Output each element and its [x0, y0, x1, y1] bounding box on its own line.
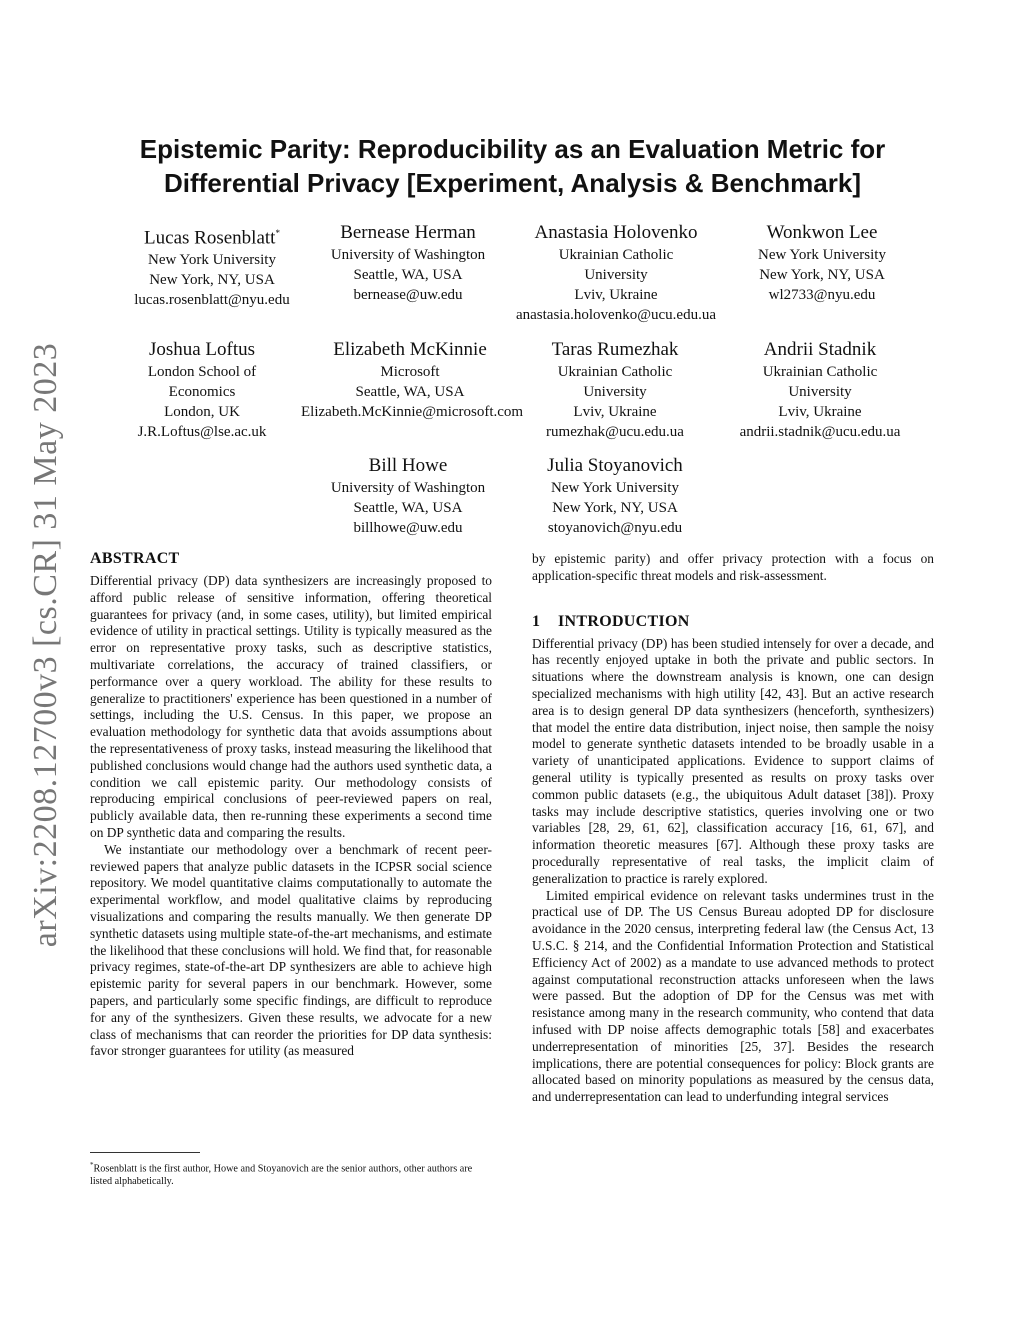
author-block	[112, 221, 312, 310]
author-name: Bill Howe	[368, 455, 448, 476]
author-email: bernease@uw.edu	[353, 287, 463, 303]
author-location: Lviv, Ukraine	[573, 404, 657, 420]
footnote-mark: *	[90, 1161, 94, 1169]
author-affiliation: Ukrainian Catholic	[762, 364, 878, 380]
author-block	[308, 454, 508, 538]
footnote	[90, 1159, 492, 1188]
section-title: INTRODUCTION	[558, 612, 690, 630]
author-location: Lviv, Ukraine	[574, 287, 658, 303]
author-affiliation: Ukrainian Catholic	[557, 364, 673, 380]
author-affiliation: Economics	[168, 384, 236, 400]
arxiv-identifier: arXiv:2208.12700v3 [cs.CR] 31 May 2023	[27, 342, 64, 948]
author-name: Lucas Rosenblatt	[144, 227, 276, 249]
abstract-paragraph: Differential privacy (DP) data synthesizers are increasingly proposed to afford public release of sensitive information, offering theoretical guarantees for privacy (and, in some cases, utility), but limited empirical evidence of utility in practical settings. Utility is typically measured as the error on representative proxy tasks, such as descriptive statistics, multivariate correlations, the accuracy of trained classifiers, or performance over a query workload. The ability for these results to generalize to practitioners' experience has been questioned in a number of settings, including the U.S. Census. In this paper, we propose an evaluation methodology for synthetic data that avoids assumptions about the representativeness of proxy tasks, instead measuring the likelihood that published conclusions would change had the authors used synthetic data, a condition we call epistemic parity. Our methodology consists of reproducing empirical conclusions of peer-reviewed papers on real, publicly available data, then re-running these experiments a second time on DP synthetic data and comparing the results.	[90, 573, 492, 840]
author-block	[301, 338, 524, 422]
author-email: rumezhak@ucu.edu.ua	[546, 424, 684, 440]
author-affiliation: University of Washington	[330, 480, 486, 496]
author-affiliation: University	[788, 384, 852, 400]
footnote-divider	[90, 1152, 200, 1153]
author-affiliation: Ukrainian Catholic	[558, 247, 674, 263]
right-column	[532, 551, 934, 1106]
author-name: Bernease Herman	[340, 222, 476, 243]
author-email: stoyanovich@nyu.edu	[547, 520, 683, 536]
author-email: lucas.rosenblatt@nyu.edu	[134, 292, 290, 309]
author-name: Anastasia Holovenko	[534, 222, 698, 243]
author-email: anastasia.holovenko@ucu.edu.ua	[515, 307, 716, 323]
author-name: Elizabeth McKinnie	[333, 339, 487, 360]
author-footnote-mark: *	[275, 228, 280, 238]
author-affiliation: University	[584, 267, 648, 283]
footnote-area	[90, 1152, 492, 1188]
author-affiliation: Microsoft	[380, 364, 440, 380]
author-block	[102, 338, 302, 442]
author-affiliation: University	[583, 384, 647, 400]
author-block	[722, 221, 922, 305]
footnote-text: Rosenblatt is the first author, Howe and Stoyanovich are the senior authors, other authors are listed alphabetically.	[90, 1163, 473, 1188]
author-location: Seattle, WA, USA	[353, 267, 463, 283]
title-line-1: Epistemic Parity: Reproducibility as an Evaluation Metric for	[139, 134, 886, 164]
abstract-heading: ABSTRACT	[90, 550, 180, 567]
author-email: J.R.Loftus@lse.ac.uk	[137, 424, 267, 440]
author-affiliation: New York University	[148, 252, 276, 269]
arxiv-sidebar	[27, 342, 64, 948]
author-affiliation: New York University	[758, 247, 886, 263]
author-email: andrii.stadnik@ucu.edu.ua	[739, 424, 901, 440]
author-affiliation: London School of	[147, 364, 257, 380]
section-number: 1	[532, 612, 541, 630]
author-location: New York, NY, USA	[149, 272, 275, 289]
introduction-paragraph: Limited empirical evidence on relevant tasks undermines trust in the practical use of DP. The US Census Bureau adopted DP for disclosure avoidance in the 2020 census, interpreting federal law (the Census Act, 13 U.S.C. § 214, and the Confidential Information Protection and Statistical Efficiency Act of 2002) as a mandate to use advanced methods to protect against computational reconstruction attacks unforeseen when the laws were passed. But the adoption of DP for the Census was met with resistance among many in the research community, who contend that data infused with DP noise affects demographic totals [58] and exacerbates underrepresentation of minorities [25, 37]. Besides the research implications, there are potential consequences for policy: Block grants are allocated based on minority populations as measured by the census data, and underrepresentation can lead to underfunding integral services	[532, 887, 934, 1105]
author-location: New York, NY, USA	[759, 267, 885, 283]
author-affiliation: University of Washington	[330, 247, 486, 263]
author-location: Lviv, Ukraine	[778, 404, 862, 420]
author-email: wl2733@nyu.edu	[768, 287, 876, 303]
introduction-heading	[532, 612, 934, 632]
author-location: London, UK	[164, 404, 240, 420]
abstract-continuation: by epistemic parity) and offer privacy protection with a focus on application-specific threat models and risk-assessment.	[532, 551, 934, 583]
author-name: Julia Stoyanovich	[547, 455, 683, 476]
author-name: Joshua Loftus	[148, 339, 256, 360]
author-location: New York, NY, USA	[552, 500, 678, 516]
author-name: Wonkwon Lee	[766, 222, 878, 243]
title-line-2: Differential Privacy [Experiment, Analysis & Benchmark]	[164, 168, 861, 198]
author-name: Andrii Stadnik	[763, 339, 877, 360]
author-block	[308, 221, 508, 305]
author-affiliation: New York University	[551, 480, 679, 496]
author-block	[515, 454, 715, 538]
abstract-paragraph: We instantiate our methodology over a benchmark of recent peer-reviewed papers that analyze public datasets in the ICPSR social science repository. We model quantitative claims computationally to automate the experimental workflow, and model qualitative claims by reproducing visualizations and comparing the results manually. We then generate DP synthetic datasets using multiple state-of-the-art mechanisms, and estimate the likelihood that these conclusions will hold. We find that, for reasonable privacy regimes, state-of-the-art DP synthesizers are able to achieve high epistemic parity for several papers in our benchmark. However, some papers, and particularly some specific findings, are difficult to reproduce for any of the synthesizers. Given these results, we advocate for a new class of mechanisms that can reorder the priorities for DP data synthesis: favor stronger guarantees for utility (as measured	[90, 841, 492, 1059]
author-block	[720, 338, 920, 442]
introduction-paragraph: Differential privacy (DP) has been studied intensely for over a decade, and has recently enjoyed uptake in both the private and public sectors. In situations where the downstream analysis is known, one can design specialized mechanisms with high utility [42, 43]. But an active research area is to design general DP data synthesizers (henceforth, synthesizers) that model the entire data distribution, inject noise, then sample the noisy model to generate synthetic datasets intended to be broadly usable in a variety of unanticipated applications. Evidence to support claims of general utility is typically presented as results on proxy tasks over common public datasets (e.g., the ubiquitous Adult dataset [38]). Proxy tasks may include descriptive statistics, queries involving one or two variables [28, 29, 61, 62], classification accuracy [16, 61, 67], and information theoretic measures [67]. Although these proxy tasks are procedurally representative of real tasks, the implicit claim of generalization to practice is rarely explored.	[532, 635, 934, 886]
author-block	[506, 221, 726, 325]
author-location: Seattle, WA, USA	[353, 500, 463, 516]
author-location: Seattle, WA, USA	[355, 384, 465, 400]
author-name: Taras Rumezhak	[551, 339, 679, 360]
author-email: billhowe@uw.edu	[353, 520, 463, 536]
author-block	[515, 338, 715, 442]
author-email: Elizabeth.McKinnie@microsoft.com	[301, 404, 524, 420]
paper-title	[90, 132, 935, 200]
abstract-section	[90, 549, 492, 1060]
